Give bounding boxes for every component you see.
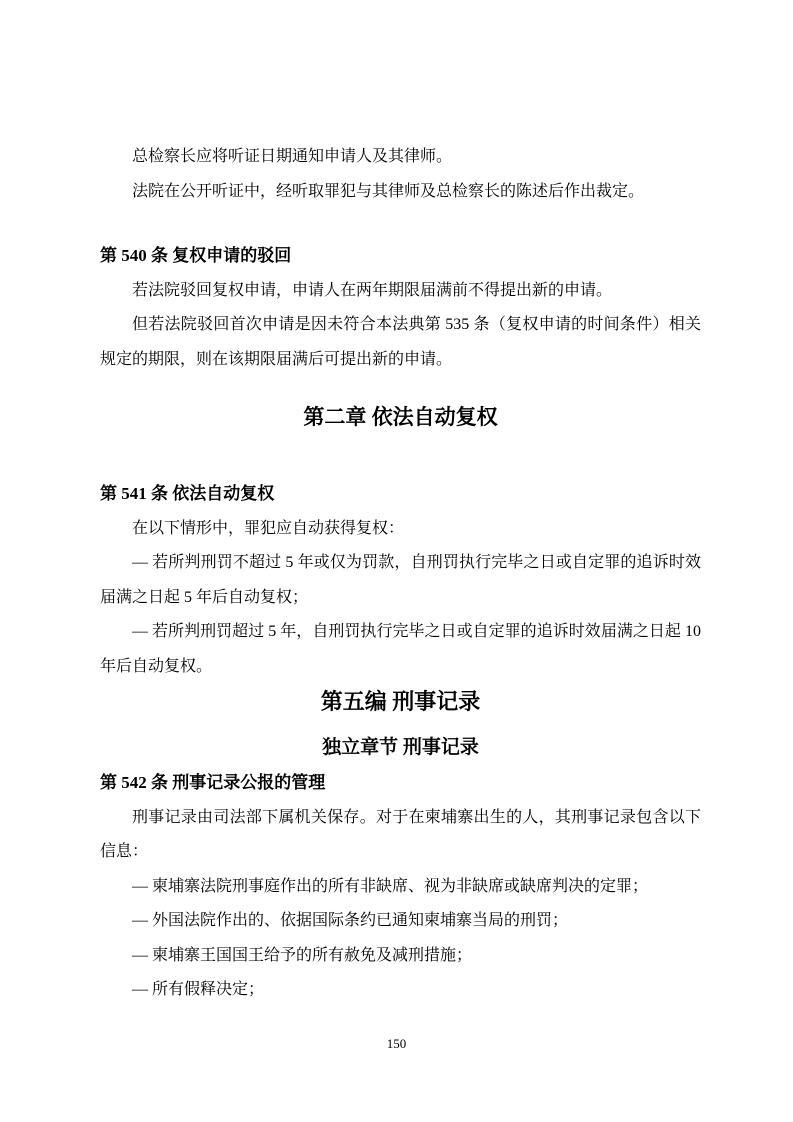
article-542-list-item-4: — 所有假释决定；	[132, 981, 265, 998]
paragraph-hearing-notice: 总检察长应将听证日期通知申请人及其律师。	[132, 148, 453, 165]
book-5-heading: 第五编 刑事记录	[320, 689, 481, 714]
article-541-heading: 第 541 条 依法自动复权	[100, 484, 275, 503]
article-540-heading: 第 540 条 复权申请的驳回	[100, 246, 292, 265]
article-542-list-item-2: — 外国法院作出的、依据国际条约已通知柬埔寨当局的刑罚；	[132, 912, 569, 929]
paragraph-court-ruling: 法院在公开听证中，经听取罪犯与其律师及总检察长的陈述后作出裁定。	[132, 182, 645, 200]
page-number: 150	[386, 1036, 407, 1051]
standalone-section-heading: 独立章节 刑事记录	[322, 737, 479, 758]
article-540-paragraph-1: 若法院驳回复权申请，申请人在两年期限届满前不得提出新的申请。	[132, 281, 613, 299]
article-541-list-item-2: — 若所判刑罚超过 5 年，自刑罚执行完毕之日或自定罪的追诉时效届满之日起 10 年后自动复权。	[100, 623, 701, 675]
article-542-list-item-1: — 柬埔寨法院刑事庭作出的所有非缺席、视为非缺席或缺席判决的定罪；	[132, 877, 649, 895]
article-542-heading: 第 542 条 刑事记录公报的管理	[100, 773, 326, 792]
article-541-list-item-1: — 若所判刑罚不超过 5 年或仅为罚款，自刑罚执行完毕之日或自定罪的追诉时效届满之日起 5 年后自动复权；	[100, 554, 701, 606]
article-542-intro: 刑事记录由司法部下属机关保存。对于在柬埔寨出生的人，其刑事记录包含以下信息：	[100, 808, 701, 860]
article-542-list-item-3: — 柬埔寨王国国王给予的所有赦免及减刑措施；	[132, 946, 473, 964]
article-541-intro: 在以下情形中，罪犯应自动获得复权：	[132, 519, 405, 537]
chapter-2-heading: 第二章 依法自动复权	[303, 405, 498, 429]
article-540-paragraph-2: 但若法院驳回首次申请是因未符合本法典第 535 条（复权申请的时间条件）相关规定的期限，则在该期限届满后可提出新的申请。	[100, 316, 701, 368]
